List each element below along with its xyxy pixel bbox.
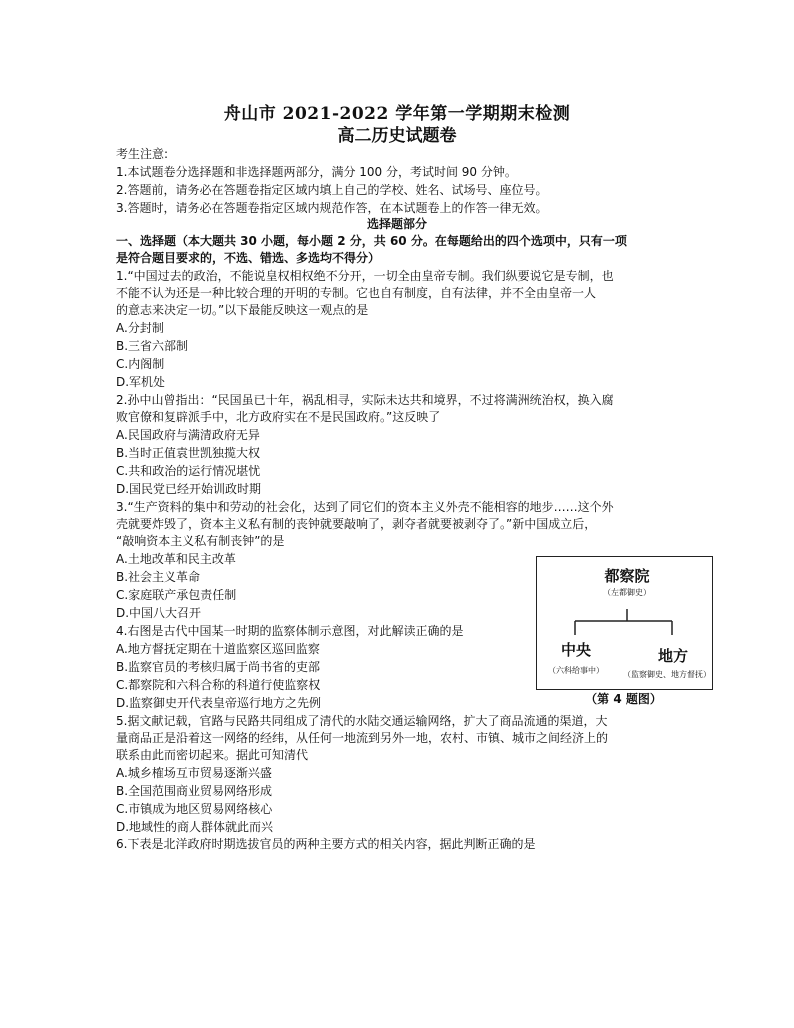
diagram-top-sub: （左都御史） <box>603 588 651 597</box>
question-1-stem: 的意志来决定一切。”以下最能反映这一观点的是 <box>116 303 369 317</box>
question-5-option-b: B.全国范围商业贸易网络形成 <box>116 784 273 798</box>
question-3-option-a: A.土地改革和民主改革 <box>116 552 236 566</box>
question-3-option-c: C.家庭联产承包责任制 <box>116 588 237 602</box>
question-4-option-c: C.都察院和六科合称的科道行使监察权 <box>116 678 321 692</box>
question-5-stem: 5.据文献记载，官路与民路共同组成了清代的水陆交通运输网络，扩大了商品流通的渠道，大 <box>116 714 608 728</box>
section-instruction: 是符合题目要求的，不选、错选、多选均不得分） <box>116 251 381 265</box>
note-item: 3.答题时，请务必在答题卷指定区域内规范作答，在本试题卷上的作答一律无效。 <box>116 201 548 215</box>
question-3-option-d: D.中国八大召开 <box>116 606 202 620</box>
diagram-right-sub: （监察御史、地方督抚） <box>623 670 711 679</box>
question-5-stem: 量商品正是沿着这一网络的经纬，从任何一地流到另外一地，农村、市镇、城市之间经济上的 <box>116 731 609 745</box>
question-3-stem: “敲响资本主义私有制丧钟”的是 <box>116 534 285 548</box>
question-1-option-a: A.分封制 <box>116 321 164 335</box>
question-3-stem: 壳就要炸毁了，资本主义私有制的丧钟就要敲响了，剥夺者就要被剥夺了。”新中国成立后， <box>116 517 597 531</box>
question-2-option-d: D.国民党已经开始训政时期 <box>116 482 262 496</box>
question-5-stem: 联系由此而密切起来。据此可知清代 <box>116 748 309 762</box>
figure-caption: （第 4 题图） <box>585 692 662 706</box>
question-5-option-c: C.市镇成为地区贸易网络核心 <box>116 802 273 816</box>
section-label: 选择题部分 <box>366 217 427 231</box>
supervision-system-diagram <box>536 556 713 690</box>
question-1-option-d: D.军机处 <box>116 375 166 389</box>
question-4-option-d: D.监察御史开代表皇帝巡行地方之先例 <box>116 696 322 710</box>
diagram-left-label: 中央 <box>560 641 591 659</box>
exam-subtitle: 高二历史试题卷 <box>337 126 457 146</box>
question-3-option-b: B.社会主义革命 <box>116 570 201 584</box>
question-1-option-c: C.内阁制 <box>116 357 165 371</box>
question-2-stem: 2.孙中山曾指出：“民国虽已十年，祸乱相寻，实际未达共和境界，不过将满洲统治权，换入腐 <box>116 393 614 407</box>
diagram-right-label: 地方 <box>657 647 688 665</box>
question-2-option-a: A.民国政府与满清政府无异 <box>116 428 260 442</box>
note-item: 2.答题前，请务必在答题卷指定区域内填上自己的学校、姓名、试场号、座位号。 <box>116 183 548 197</box>
question-5-option-d: D.地域性的商人群体就此而兴 <box>116 820 274 834</box>
question-1-stem: 不能不认为还是一种比较合理的开明的专制。它也自有制度，自有法律，并不全由皇帝一人 <box>116 286 597 300</box>
diagram-left-sub: （六科给事中） <box>548 666 604 675</box>
question-4-option-b: B.监察官员的考核归属于尚书省的吏部 <box>116 660 321 674</box>
diagram-top-label: 都察院 <box>604 567 650 585</box>
question-2-stem: 败官僚和复辟派手中，北方政府实在不是民国政府。”这反映了 <box>116 410 441 424</box>
question-3-stem: 3.“生产资料的集中和劳动的社会化，达到了同它们的资本主义外壳不能相容的地步……这个外 <box>116 500 614 514</box>
question-1-stem: 1.“中国过去的政治，不能说皇权相权绝不分开，一切全由皇帝专制。我们纵要说它是专制，也 <box>116 269 614 283</box>
question-2-option-b: B.当时正值袁世凯独揽大权 <box>116 446 261 460</box>
question-4-stem: 4.右图是古代中国某一时期的监察体制示意图，对此解读正确的是 <box>116 624 464 638</box>
note-item: 1.本试题卷分选择题和非选择题两部分，满分 100 分，考试时间 90 分钟。 <box>116 165 517 179</box>
question-4-option-a: A.地方督抚定期在十道监察区巡回监察 <box>116 642 320 656</box>
exam-title: 舟山市 2021-2022 学年第一学期期末检测 <box>223 104 571 124</box>
question-5-option-a: A.城乡榷场互市贸易逐渐兴盛 <box>116 766 272 780</box>
question-6-stem: 6.下表是北洋政府时期选拔官员的两种主要方式的相关内容，据此判断正确的是 <box>116 837 536 851</box>
notes-heading: 考生注意: <box>116 147 169 161</box>
question-1-option-b: B.三省六部制 <box>116 339 189 353</box>
question-2-option-c: C.共和政治的运行情况堪忧 <box>116 464 261 478</box>
section-instruction: 一、选择题（本大题共 30 小题，每小题 2 分，共 60 分。在每题给出的四个选项中，只有一项 <box>116 234 627 248</box>
